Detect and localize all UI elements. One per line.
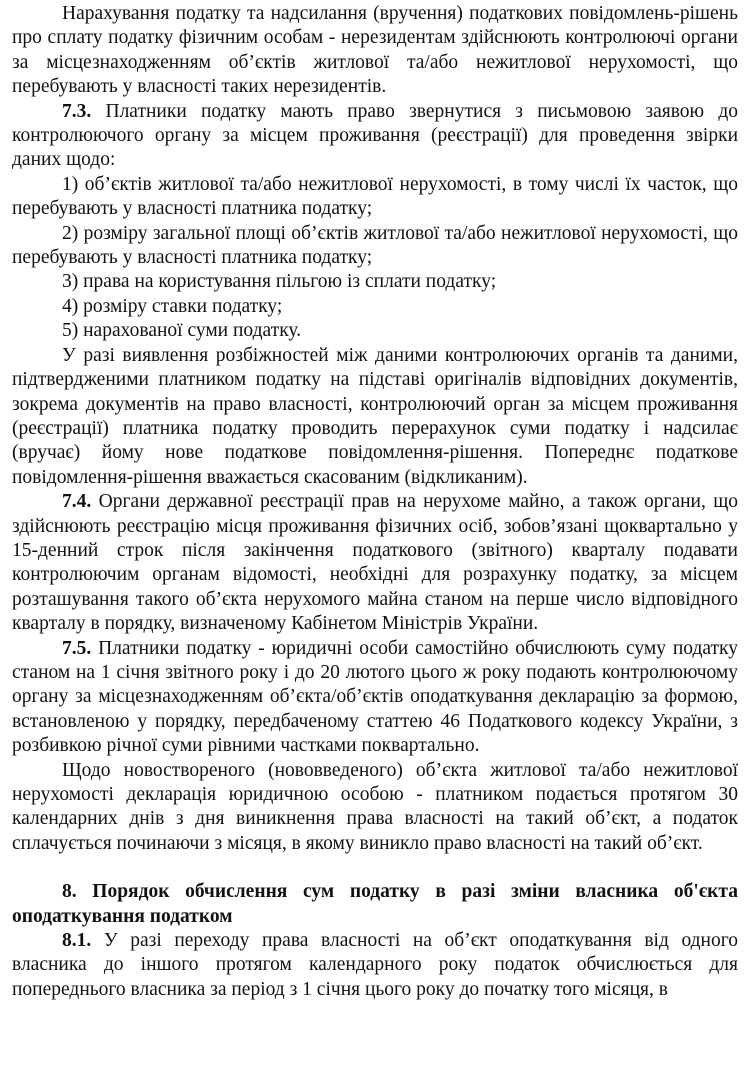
clause-text-7-5: Платники податку - юридичні особи самостійно обчислюють суму податку станом на 1 січня звітного року і до 20 лютого цього ж року подають контролюючому органу за місцезнаходженням об’єкта/об’єктів оподаткування декларацію за формою, встановленою у порядку, передбаченому статтею 46 Податкового кодексу України, з розбивкою річної суми рівними частками поквартально. [12,637,738,757]
list-item: 3) права на користування пільгою із сплати податку; [62,271,497,293]
section-8-title: 8. Порядок обчислення сум податку в разі зміни власника об'єкта оподаткування податком [12,881,738,927]
list-item: 5) нарахованої суми податку. [62,320,302,342]
paragraph-7-5 [12,637,738,759]
paragraph-intro: Нарахування податку та надсилання (вручення) податкових повідомлень-рішень про сплату податку фізичним особам - нерезидентам здійснюють контролюючі органи за місцезнаходженням об’єктів житлової та/або нежитлової нерухомості, що перебувають у власності таких нерезидентів. [12,3,738,98]
clause-number-7-3: 7.3. [62,100,92,122]
paragraph-7-3 [12,100,738,173]
list-item: 4) розміру ставки податку; [62,295,283,317]
clause-text-7-3: Платники податку мають право звернутися з письмовою заявою до контролюючого органу за місцем проживання (реєстрації) для проведення звірки даних щодо: [12,100,738,171]
clause-number-7-5: 7.5. [62,637,92,659]
clause-number-8-1: 8.1. [62,930,92,952]
clause-text-8-1: У разі переходу права власності на об’єкт оподаткування від одного власника до іншого протягом календарного року податок обчислюється для попереднього власника за період з 1 січня цього року до початку того місяця, в [12,930,738,1000]
clause-text-7-4: Органи державної реєстрації прав на нерухоме майно, а також органи, що здійснюють реєстрацію місця проживання фізичних осіб, зобов’язані щоквартально у 15-денний строк після закінчення податкового (звітного) кварталу подавати контролюючим органам відомості, необхідні для розрахунку податку, за місцем розташування такого об’єкта нерухомого майна станом на перше число відповідного кварталу в порядку, визначеному Кабінетом Міністрів України. [12,491,738,635]
paragraph-7-4 [12,490,738,636]
list-item: 1) об’єктів житлової та/або нежитлової нерухомості, в тому числі їх часток, що перебувають у власності платника податку; [12,173,738,220]
paragraph-8-1 [12,929,738,1002]
section-gap [12,856,738,880]
paragraph-7-3-discrepancies: У разі виявлення розбіжностей між даними контролюючих органів та даними, підтвердженими платником податку на підставі оригіналів відповідних документів, зокрема документів на право власності, контролюючий орган за місцем проживання (реєстрації) платника податку проводить перерахунок суми податку і надсилає (вручає) йому нове податкове повідомлення-рішення. Попереднє податкове повідомлення-рішення вважається скасованим (відкликаним). [12,344,738,488]
list-item: 2) розміру загальної площі об’єктів житлової та/або нежитлової нерухомості, що перебувають у власності платника податку; [12,222,738,269]
paragraph-7-5-new-object: Щодо новоствореного (нововведеного) об’єкта житлової та/або нежитлової нерухомості декларація юридичною особою - платником подається протягом 30 календарних днів з дня виникнення права власності на такий об’єкт, а податок сплачується починаючи з місяця, в якому виникло право власності на такий об’єкт. [12,759,738,854]
clause-number-7-4: 7.4. [62,491,92,513]
